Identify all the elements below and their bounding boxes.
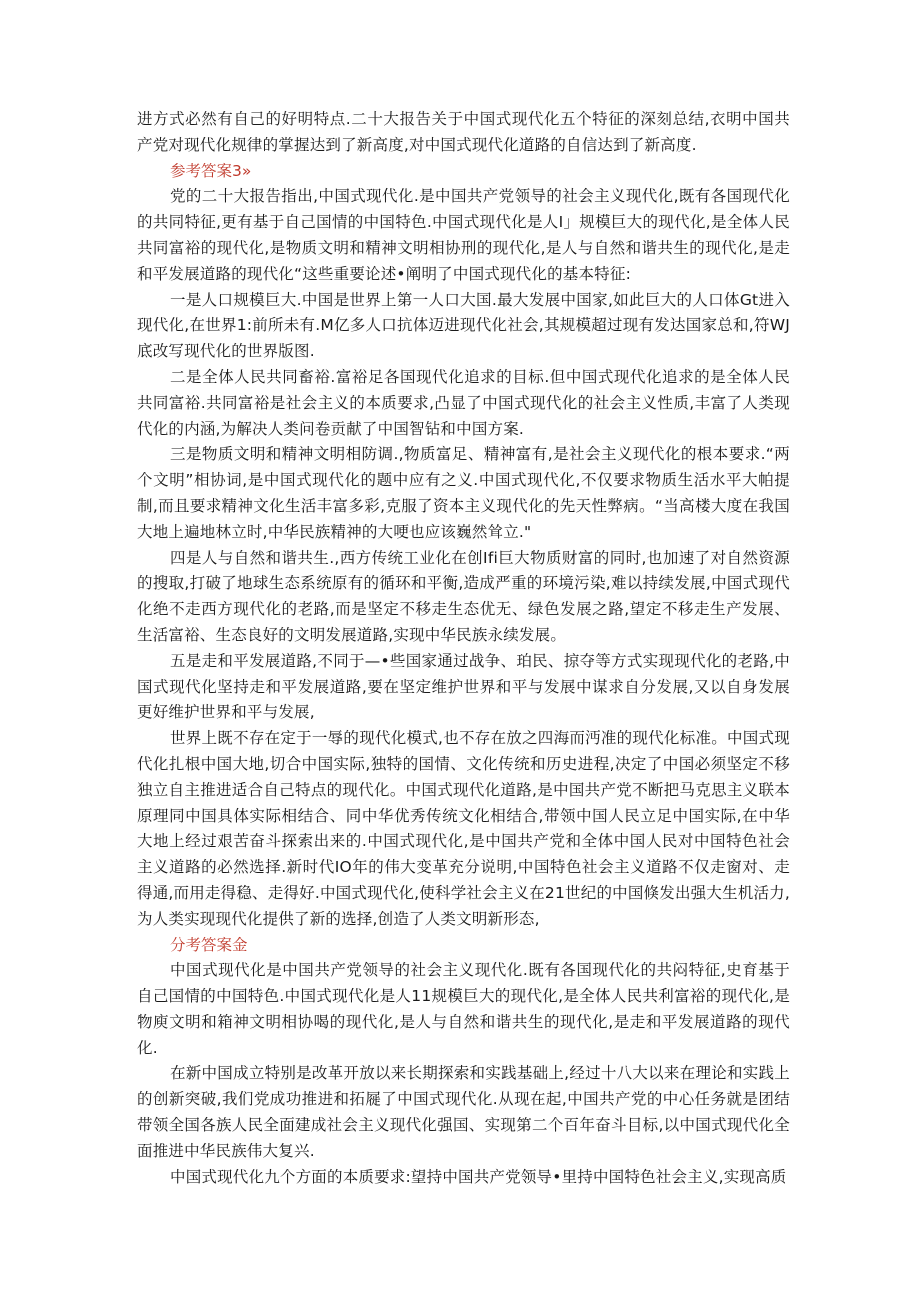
- body-paragraph: 二是全体人民共同畜裕.富裕足各国现代化追求的目标.但中国式现代化追求的是全体人民共同富裕.共同富裕是社会主义的本质要求,凸显了中国式现代化的社会主义性质,丰富了人类现代化的内涵,为解决人类问卷贡献了中国智钻和中国方案.: [137, 367, 790, 438]
- body-paragraph: 进方式必然有自己的好明特点.二十大报告关于中国式现代化五个特征的深刻总结,衣明中国共产党对现代化规律的掌握达到了新高度,对中国式现代化道路的自信达到了新高度.: [137, 110, 790, 154]
- body-paragraph: 世界上既不存在定于一辱的现代化模式,也不存在放之四海而沔准的现代化标准。中国式现代化扎根中国大地,切合中国实际,独特的国情、文化传统和历史进程,决定了中国必须坚定不移独立自主推进适合自己特点的现代化。中国式现代化道路,是中国共产党不断把马克思主义联本原理同中国具体实际相结合、同中华优秀传统文化相结合,带领中国人民立足中国实际,在中华大地上经过艰苦奋斗探索出来的.中国式现代化,是中国共产党和全体中国人民对中国特色社会主义道路的必然选择.新时代IO年的伟大变革充分说明,中国特色社会主义道路不仅走窗对、走得通,而用走得稳、走得好.中国式现代化,使科学社会主义在21世纪的中国倏发出强大生机活力,为人类实现现代化提供了新的选择,创造了人类文明新形态,: [137, 729, 790, 928]
- body-paragraph: 三是物质文明和精神文明相防调.,物质富足、精神富有,是社会主义现代化的根本要求.“两个文明”相协词,是中国式现代化的题中应有之义.中国式现代化,不仅要求物质生活水平大帕提制,而且要求精神文化生活丰富多彩,克服了资本主义现代化的先天性弊病。“当高楼大度在我国大地上遍地林立时,中华民族精神的大哽也应该巍然耸立.": [137, 445, 790, 541]
- body-paragraph: 中国式现代化是中国共产党领导的社会主义现代化.既有各国现代化的共闷特征,史育基于自己国情的中国特色.中国式现代化是人11规模巨大的现代化,是全体人民共利富裕的现代化,是物庾文明和箱神文明相协喝的现代化,是人与自然和谐共生的现代化,是走和平发展道路的现代化.: [137, 961, 790, 1057]
- body-paragraph: 党的二十大报告指出,中国式现代化.是中国共产党领导的社会主义现代化,既有各国现代化的共同特征,更有基于自己国情的中国特色.中国式现代化是人I」规模巨大的现代化,是全体人民共同富裕的现代化,是物质文明和精神文明相协刑的现代化,是人与自然和谐共生的现代化,是走和平发展道路的现代化“这些重要论述•阐明了中国式现代化的基本特征:: [137, 187, 790, 283]
- body-paragraph: 四是人与自然和谐共生.,西方传统工业化在创Ifi巨大物质财富的同时,也加速了对自然资源的搜取,打破了地球生态系统原有的循环和平衡,造成严重的环境污染,难以持续发展,中国式现代化绝不走西方现代化的老路,而是坚定不移走生态优无、绿色发展之路,望定不移走生产发展、生活富裕、生态良好的文明发展道路,实现中华民族永续发展。: [137, 548, 790, 644]
- body-paragraph: 在新中国成立特别是改革开放以来长期探索和实践基础上,经过十八大以来在理论和实践上的创新突破,我们党成功推进和拓屣了中国式现代化.从现在起,中国共产党的中心任务就是团结带领全国各族人民全面建成社会主义现代化强国、实现第二个百年奋斗目标,以中国式现代化全面推进中华民族伟大复兴.: [137, 1064, 790, 1160]
- answer-heading: 分考答案金: [170, 935, 248, 954]
- answer-heading: 参考答案3»: [170, 161, 252, 180]
- body-paragraph: 中国式现代化九个方面的本质要求:望持中国共产党领导•里持中国特色社会主义,实现高质: [170, 1167, 787, 1186]
- body-paragraph: 一是人口规模巨大.中国是世界上第一人口大国.最大发展中国家,如此巨大的人口体Gt进入现代化,在世界1:前所未有.M亿多人口抗体迈进现代化社会,其规模超过现有发达国家总和,符WJ底改写现代化的世界版图.: [137, 290, 790, 361]
- body-paragraph: 五是走和平发展道路,不同于—•些国家通过战争、珀民、掠夺等方式实现现代化的老路,中国式现代化坚持走和平发展道路,要在坚定维护世界和平与发展中谋求自分发展,又以自身发展更好维护世界和平与发展,: [137, 651, 790, 722]
